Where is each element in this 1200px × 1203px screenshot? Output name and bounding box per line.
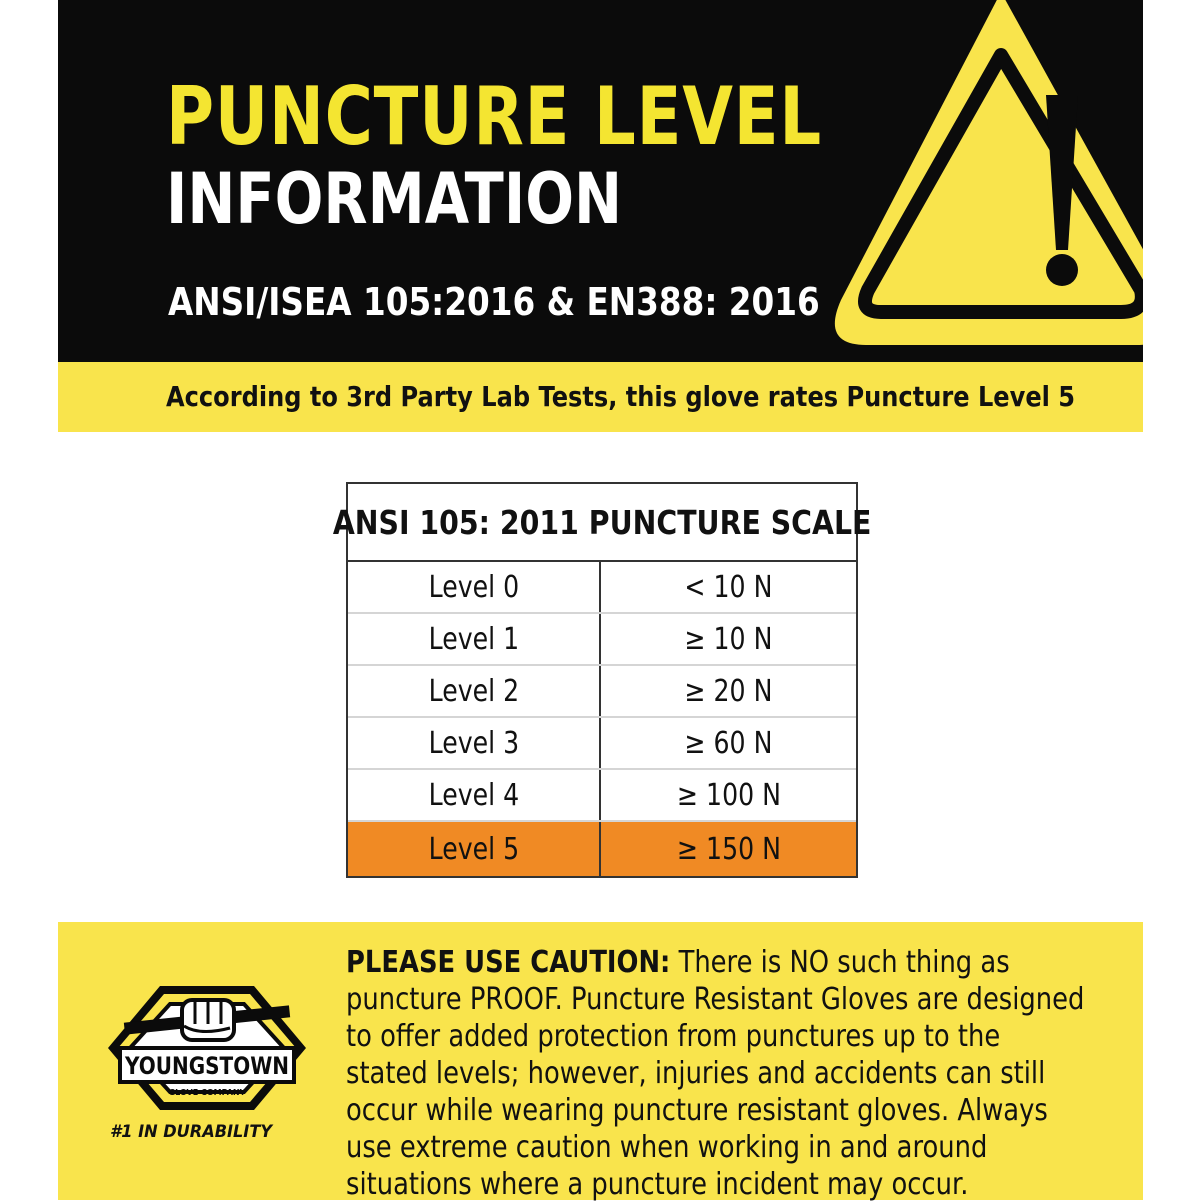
level-cell — [348, 770, 601, 820]
level-cell — [348, 822, 601, 876]
force-value: ≥ 100 N — [676, 777, 781, 813]
force-cell — [601, 770, 856, 820]
force-value: < 10 N — [684, 569, 773, 605]
caution-lead: PLEASE USE CAUTION: — [346, 945, 671, 980]
level-label: Level 1 — [428, 621, 519, 657]
force-cell — [601, 666, 856, 716]
level-cell — [348, 614, 601, 664]
level-label: Level 3 — [428, 725, 519, 761]
standards-label: ANSI/ISEA 105:2016 & EN388: 2016 — [168, 280, 820, 324]
info-panel — [58, 0, 1143, 1200]
level-cell — [348, 718, 601, 768]
force-cell — [601, 562, 856, 612]
caution-paragraph — [346, 944, 1086, 1203]
level-cell — [348, 562, 601, 612]
force-value: ≥ 60 N — [684, 725, 773, 761]
youngstown-logo — [100, 978, 314, 1138]
table-row-highlighted — [348, 822, 856, 876]
force-value: ≥ 150 N — [676, 831, 781, 867]
title-line-1: PUNCTURE LEVEL — [166, 70, 823, 163]
table-row — [348, 614, 856, 666]
table-row — [348, 718, 856, 770]
level-label: Level 4 — [428, 777, 519, 813]
level-cell — [348, 666, 601, 716]
header — [58, 0, 1143, 362]
title-line-2: INFORMATION — [166, 158, 623, 240]
force-cell — [601, 718, 856, 768]
puncture-scale-table — [332, 482, 872, 878]
caution-body: There is NO such thing as puncture PROOF. Puncture Resistant Gloves are designed to offer added protection from punctures up to the stated levels; however, injuries and accidents can still occur while wearing puncture resistant gloves. Always use extreme caution when working in and around situations where a puncture incident may occur. — [346, 945, 1085, 1202]
warning-triangle-icon — [796, 0, 1143, 362]
level-label: Level 0 — [428, 569, 519, 605]
logo-subtitle: GLOVE COMPANY — [168, 1088, 246, 1097]
level-label: Level 5 — [428, 831, 519, 867]
force-value: ≥ 20 N — [684, 673, 773, 709]
scale-title-text: ANSI 105: 2011 PUNCTURE SCALE — [332, 502, 872, 542]
rating-banner — [58, 362, 1143, 432]
force-cell — [601, 822, 856, 876]
table-row — [348, 770, 856, 822]
fist-icon — [182, 1000, 234, 1040]
table-row — [348, 666, 856, 718]
logo-tagline: #1 IN DURABILITY — [110, 1122, 273, 1142]
level-label: Level 2 — [428, 673, 519, 709]
logo-name: YOUNGSTOWN — [124, 1052, 290, 1080]
scale-title — [332, 484, 872, 562]
force-value: ≥ 10 N — [684, 621, 773, 657]
caution-section — [58, 922, 1143, 1200]
table-row — [348, 562, 856, 614]
rating-text: According to 3rd Party Lab Tests, this glove rates Puncture Level 5 — [166, 380, 1076, 413]
force-cell — [601, 614, 856, 664]
